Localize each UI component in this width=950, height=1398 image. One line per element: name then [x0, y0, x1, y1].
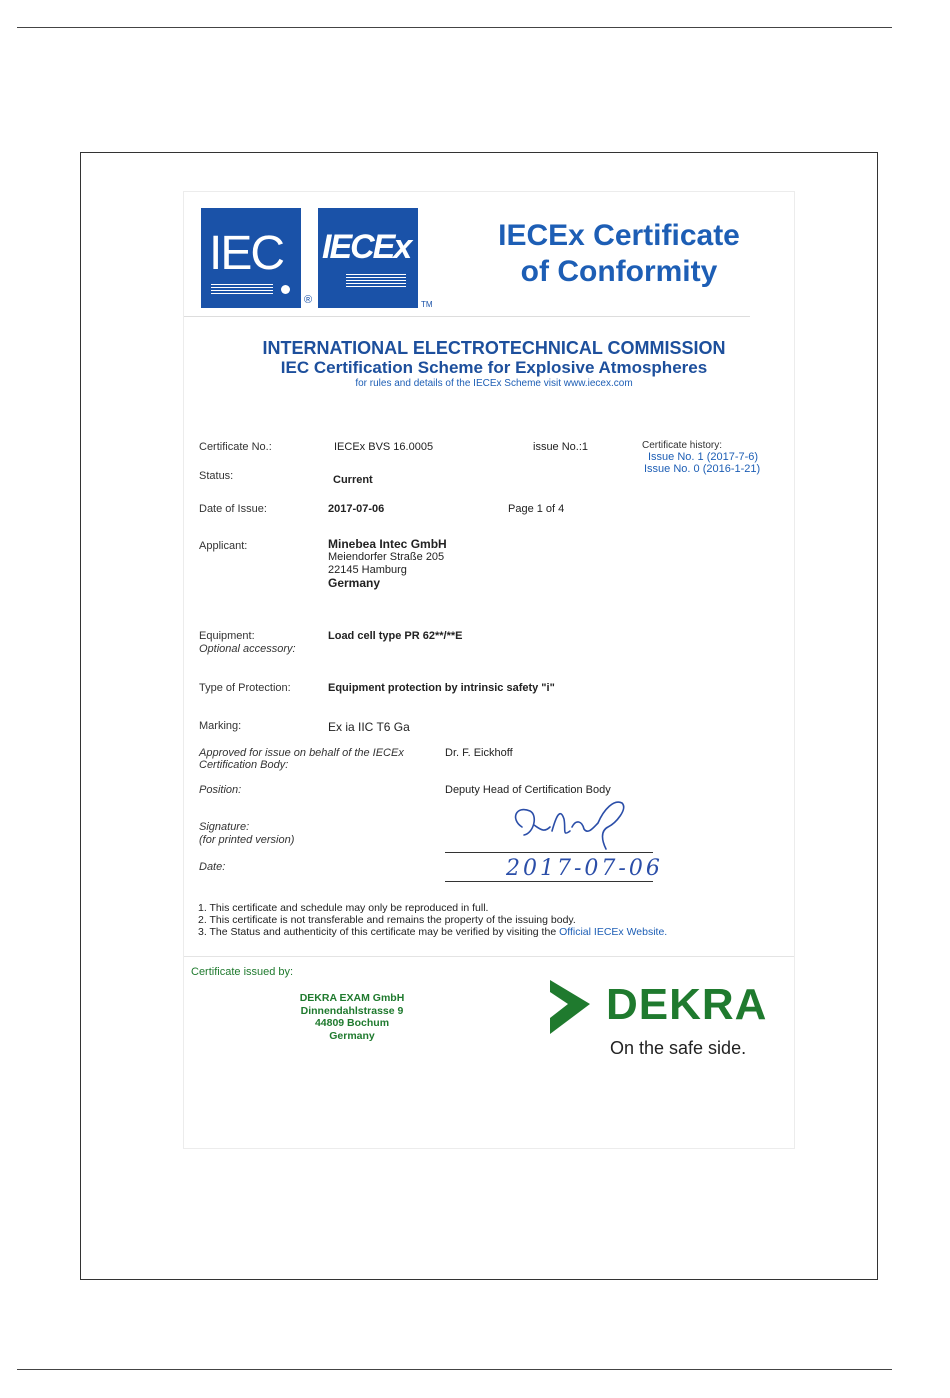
certificate: [184, 192, 794, 1148]
signature-label: Signature:: [199, 821, 250, 833]
iecex-tm-mark: TM: [421, 300, 433, 309]
note-1: 1. This certificate and schedule may only be reproduced in full.: [198, 902, 489, 914]
scheme-url-note: for rules and details of the IECEx Scheme visit www.iecex.com: [355, 378, 633, 389]
applicant-label: Applicant:: [199, 540, 248, 552]
applicant-street: Meiendorfer Straße 205: [328, 551, 445, 563]
header-divider: [184, 316, 750, 317]
type-of-protection-value: Equipment protection by intrinsic safety "i": [328, 682, 555, 694]
date-of-issue-label: Date of Issue:: [199, 503, 267, 515]
handwritten-date: 2017-07-06: [506, 856, 663, 881]
signature-line: [445, 852, 653, 853]
type-of-protection-label: Type of Protection:: [199, 682, 291, 694]
note-2: 2. This certificate is not transferable and remains the property of the issuing body.: [198, 914, 576, 926]
position-value: Deputy Head of Certification Body: [445, 784, 611, 796]
date-label: Date:: [199, 861, 226, 873]
history-label: Certificate history:: [642, 440, 723, 451]
marking-label: Marking:: [199, 720, 242, 732]
approved-label-line-2: Certification Body:: [199, 759, 289, 771]
applicant-country: Germany: [328, 576, 381, 590]
issuer-country: Germany: [329, 1029, 375, 1042]
iec-logo: [201, 208, 301, 308]
iec-logo-dot: [281, 285, 290, 294]
issuer-name: DEKRA EXAM GmbH: [299, 992, 405, 1004]
date-line: [445, 881, 653, 882]
equipment-label: Equipment:: [199, 630, 255, 642]
note-3-text: 3. The Status and authenticity of this certificate may be verified by visiting the: [198, 926, 560, 938]
top-rule: [17, 27, 892, 28]
history-item: Issue No. 1 (2017-7-6): [648, 451, 759, 463]
signature-note: (for printed version): [199, 834, 295, 846]
issuer-city: 44809 Bochum: [314, 1017, 390, 1029]
page-indicator: Page 1 of 4: [508, 503, 565, 515]
equipment-value: Load cell type PR 62**/**E: [328, 630, 463, 642]
official-website-link[interactable]: Official IECEx Website.: [559, 926, 668, 938]
iec-reg-mark: ®: [304, 294, 313, 306]
issued-by-label: Certificate issued by:: [191, 966, 294, 978]
issuer-address: [277, 992, 427, 1042]
cert-no-value: IECEx BVS 16.0005: [334, 441, 434, 453]
org-name: INTERNATIONAL ELECTROTECHNICAL COMMISSION: [262, 338, 726, 358]
iec-logo-stripes: [211, 284, 273, 294]
date-of-issue-value: 2017-07-06: [328, 503, 385, 515]
applicant-address: [328, 538, 447, 590]
approved-label-line-1: Approved for issue on behalf of the IECEx: [199, 747, 404, 759]
marking-value: Ex ia IIC T6 Ga: [328, 720, 410, 734]
scheme-name: IEC Certification Scheme for Explosive Atmospheres: [280, 358, 708, 377]
approver-name: Dr. F. Eickhoff: [445, 747, 513, 759]
iecex-logo-stripes: [346, 274, 406, 288]
dekra-arrow-icon: [546, 978, 594, 1036]
title-line-1: IECEx Certificate: [498, 219, 740, 252]
applicant-city: 22145 Hamburg: [328, 564, 407, 576]
position-label: Position:: [199, 784, 242, 796]
iec-logo-text: IEC: [209, 227, 284, 280]
status-value: Current: [333, 474, 373, 486]
bottom-rule: [17, 1369, 892, 1370]
applicant-name: Minebea Intec GmbH: [328, 537, 447, 551]
certificate-history: [642, 440, 760, 475]
note-3: [198, 926, 667, 938]
cert-no-label: Certificate No.:: [199, 441, 272, 453]
certificate-title: [474, 218, 764, 290]
handwritten-signature: [504, 797, 644, 855]
issuer-street: Dinnendahlstrasse 9: [300, 1004, 404, 1017]
footer-divider: [184, 956, 794, 957]
history-item: Issue No. 0 (2016-1-21): [644, 463, 761, 475]
iecex-logo-text: IECEx: [322, 228, 411, 266]
title-line-2: of Conformity: [520, 255, 718, 288]
optional-accessory-label: Optional accessory:: [199, 643, 296, 655]
dekra-wordmark: DEKRA: [606, 980, 768, 1029]
issue-no: issue No.:1: [533, 441, 589, 453]
iecex-logo: [318, 208, 418, 308]
dekra-slogan: On the safe side.: [610, 1038, 747, 1058]
status-label: Status:: [199, 470, 234, 482]
